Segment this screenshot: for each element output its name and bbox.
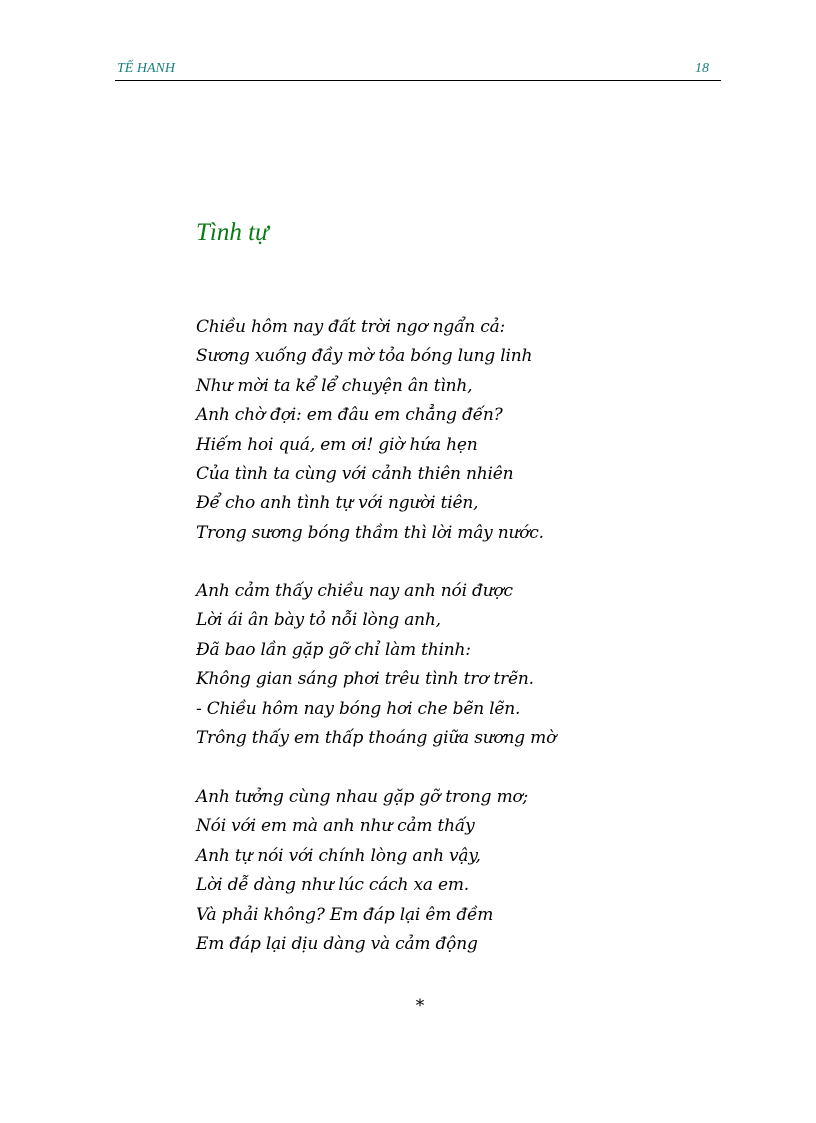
poem-line: Và phải không? Em đáp lại êm đềm [196, 904, 494, 925]
poem-line: Anh tưởng cùng nhau gặp gỡ trong mơ; [196, 787, 529, 807]
poem-line: Em đáp lại dịu dàng và cảm động [196, 933, 478, 954]
poem-line: Trông thấy em thấp thoáng giữa sương mờ [196, 727, 557, 748]
poem-line: Lời dễ dàng như lúc cách xa em. [196, 875, 469, 896]
poem-line: - Chiều hôm nay bóng hơi che bẽn lẽn. [196, 698, 521, 719]
poem-title: Tình tự [196, 219, 269, 246]
poem-line: Hiếm hoi quá, em ơi! giờ hứa hẹn [196, 434, 478, 455]
poem-line: Sương xuống đầy mờ tỏa bóng lung linh [196, 346, 533, 367]
poem-line: Anh cảm thấy chiều nay anh nói được [196, 581, 513, 601]
poem-line: Lời ái ân bày tỏ nỗi lòng anh, [196, 610, 441, 631]
stanza-3 [196, 783, 528, 959]
poem-line: Anh chờ đợi: em đâu em chẳng đến? [196, 405, 503, 426]
poem-line: Chiều hôm nay đất trời ngơ ngẩn cả: [196, 317, 506, 337]
header-author: TẾ HANH [117, 61, 175, 76]
section-separator: * [415, 996, 425, 1016]
header-page-number: 18 [695, 61, 709, 76]
poem-line: Anh tự nói với chính lòng anh vậy, [196, 845, 481, 866]
stanza-2 [196, 577, 556, 753]
poem-line: Để cho anh tình tự với người tiên, [196, 493, 479, 514]
poem-line: Như mời ta kể lể chuyện ân tình, [196, 375, 473, 396]
poem-line: Của tình ta cùng với cảnh thiên nhiên [196, 463, 514, 484]
page-header [115, 60, 721, 81]
poem-line: Đã bao lần gặp gỡ chỉ làm thinh: [196, 639, 471, 660]
poem-line: Nói với em mà anh như cảm thấy [196, 816, 475, 837]
poem-line: Không gian sáng phơi trêu tình trơ trẽn. [196, 669, 534, 690]
poem-line: Trong sương bóng thầm thì lời mây nước. [196, 522, 544, 543]
stanza-1 [196, 313, 544, 548]
